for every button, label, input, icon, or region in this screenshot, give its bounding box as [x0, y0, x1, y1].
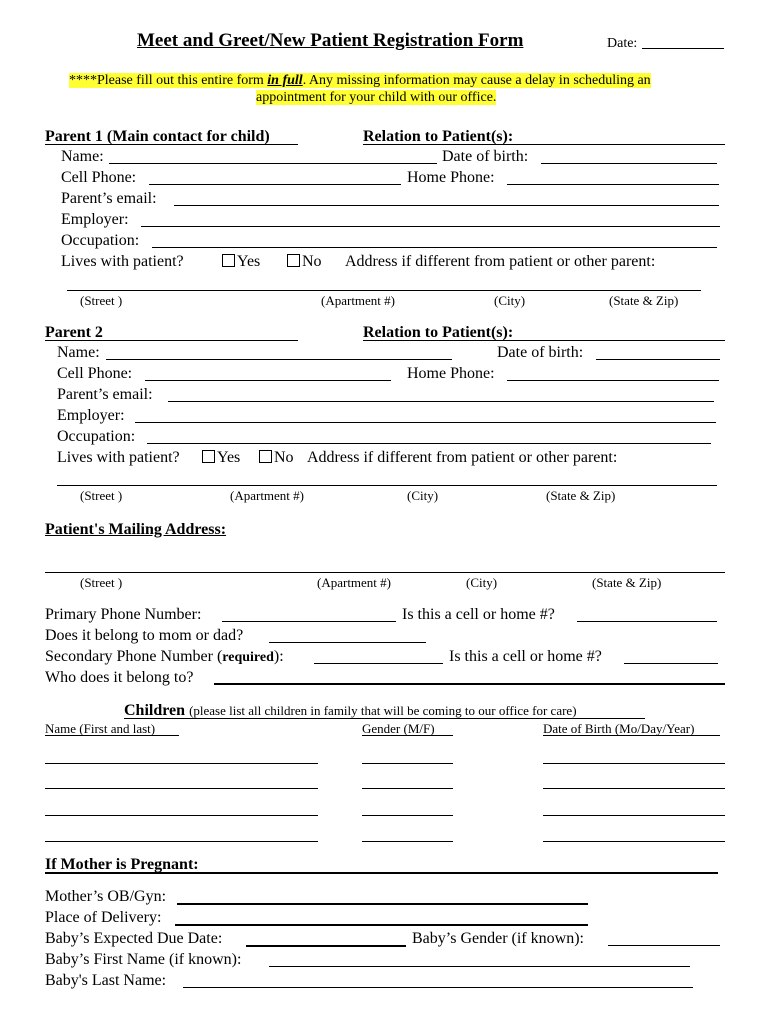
- parent2-cell-field[interactable]: [145, 380, 391, 381]
- child-name-field[interactable]: [45, 763, 318, 764]
- form-title: Meet and Greet/New Patient Registration Form: [137, 30, 524, 51]
- parent1-employer-label: Employer:: [61, 211, 129, 228]
- parent2-home-field[interactable]: [507, 380, 719, 381]
- header-underline: [362, 735, 453, 736]
- parent1-lives-label: Lives with patient?: [61, 253, 184, 270]
- date-field[interactable]: [642, 48, 724, 49]
- primary-phone-field[interactable]: [222, 621, 396, 622]
- heading-underline: [45, 872, 718, 874]
- baby-first-label: Baby’s First Name (if known):: [45, 951, 242, 968]
- heading-underline: [45, 340, 298, 341]
- parent2-employer-field[interactable]: [135, 422, 716, 423]
- parent2-relation-label: Relation to Patient(s):: [363, 324, 514, 341]
- parent2-city-label: (City): [407, 488, 439, 503]
- primary-type-label: Is this a cell or home #?: [402, 606, 555, 623]
- parent2-cell-label: Cell Phone:: [57, 365, 133, 382]
- mailing-state-label: (State & Zip): [592, 575, 662, 590]
- parent1-home-label: Home Phone:: [407, 169, 495, 186]
- notice-line2: appointment for your child with our office.: [256, 90, 497, 105]
- who-field[interactable]: [214, 683, 725, 685]
- child-dob-field[interactable]: [543, 788, 725, 789]
- due-date-field[interactable]: [246, 945, 406, 947]
- parent1-address-diff-label: Address if different from patient or other parent:: [345, 253, 656, 270]
- child-dob-field[interactable]: [543, 841, 725, 842]
- parent2-email-field[interactable]: [168, 401, 714, 402]
- child-dob-field[interactable]: [543, 763, 725, 764]
- parent1-cell-label: Cell Phone:: [61, 169, 137, 186]
- parent1-state-label: (State & Zip): [609, 293, 679, 308]
- parent2-state-label: (State & Zip): [546, 488, 616, 503]
- mailing-city-label: (City): [466, 575, 498, 590]
- children-note: (please list all children in family that will be coming to our office for care): [189, 703, 577, 718]
- who-label: Who does it belong to?: [45, 669, 194, 686]
- pregnant-heading: If Mother is Pregnant:: [45, 856, 199, 873]
- checkbox-icon[interactable]: [222, 254, 235, 267]
- child-name-field[interactable]: [45, 841, 318, 842]
- parent1-city-label: (City): [494, 293, 526, 308]
- parent2-dob-field[interactable]: [596, 359, 720, 360]
- heading-underline: [124, 718, 645, 719]
- parent1-employer-field[interactable]: [141, 226, 720, 227]
- parent2-no-option[interactable]: No: [259, 448, 294, 467]
- parent1-relation-field[interactable]: [363, 144, 725, 145]
- baby-gender-label: Baby’s Gender (if known):: [412, 930, 584, 947]
- heading-underline: [45, 144, 298, 145]
- child-name-field[interactable]: [45, 788, 318, 789]
- delivery-label: Place of Delivery:: [45, 909, 162, 926]
- parent1-no-option[interactable]: No: [287, 252, 322, 271]
- parent1-relation-label: Relation to Patient(s):: [363, 128, 514, 145]
- parent1-occupation-label: Occupation:: [61, 232, 140, 249]
- col-gender-header: Gender (M/F): [362, 721, 435, 736]
- baby-gender-field[interactable]: [608, 945, 720, 946]
- primary-type-field[interactable]: [577, 621, 717, 622]
- header-underline: [543, 735, 720, 736]
- obgyn-field[interactable]: [177, 903, 588, 905]
- parent2-address-diff-label: Address if different from patient or other parent:: [307, 449, 618, 466]
- parent2-apt-label: (Apartment #): [230, 488, 305, 503]
- parent1-email-label: Parent’s email:: [61, 190, 157, 207]
- belong-field[interactable]: [269, 642, 426, 643]
- parent2-name-label: Name:: [57, 344, 100, 361]
- mailing-street-label: (Street ): [80, 575, 123, 590]
- parent2-occupation-field[interactable]: [147, 443, 711, 444]
- child-gender-field[interactable]: [362, 788, 453, 789]
- mailing-address-field[interactable]: [45, 572, 725, 573]
- parent1-name-label: Name:: [61, 148, 104, 165]
- mailing-apt-label: (Apartment #): [317, 575, 392, 590]
- col-dob-header: Date of Birth (Mo/Day/Year): [543, 721, 695, 736]
- col-name-header: Name (First and last): [45, 721, 156, 736]
- parent1-yes-option[interactable]: Yes: [222, 252, 260, 271]
- parent1-home-field[interactable]: [507, 184, 719, 185]
- delivery-field[interactable]: [175, 924, 588, 926]
- child-gender-field[interactable]: [362, 763, 453, 764]
- child-name-field[interactable]: [45, 815, 318, 816]
- parent1-dob-field[interactable]: [541, 163, 717, 164]
- parent2-heading: Parent 2: [45, 324, 103, 341]
- parent2-address-field[interactable]: [57, 485, 717, 486]
- parent2-employer-label: Employer:: [57, 407, 125, 424]
- parent2-relation-field[interactable]: [363, 340, 725, 341]
- parent1-address-field[interactable]: [67, 290, 701, 291]
- parent2-lives-label: Lives with patient?: [57, 449, 180, 466]
- parent1-name-field[interactable]: [109, 163, 437, 164]
- checkbox-icon[interactable]: [202, 450, 215, 463]
- child-gender-field[interactable]: [362, 841, 453, 842]
- parent1-dob-label: Date of birth:: [442, 148, 529, 165]
- primary-phone-label: Primary Phone Number:: [45, 606, 202, 623]
- parent1-cell-field[interactable]: [149, 184, 401, 185]
- baby-last-field[interactable]: [183, 987, 693, 988]
- secondary-type-label: Is this a cell or home #?: [449, 648, 602, 665]
- baby-last-label: Baby's Last Name:: [45, 972, 167, 989]
- mailing-heading: Patient's Mailing Address:: [45, 521, 227, 538]
- date-label: Date:: [607, 36, 638, 51]
- secondary-phone-label: Secondary Phone Number (required):: [45, 648, 284, 665]
- parent2-occupation-label: Occupation:: [57, 428, 136, 445]
- baby-first-field[interactable]: [269, 966, 690, 967]
- checkbox-icon[interactable]: [287, 254, 300, 267]
- parent1-heading: Parent 1 (Main contact for child): [45, 128, 270, 145]
- parent2-dob-label: Date of birth:: [497, 344, 584, 361]
- parent1-occupation-field[interactable]: [152, 247, 717, 248]
- child-dob-field[interactable]: [543, 815, 725, 816]
- parent1-apt-label: (Apartment #): [321, 293, 396, 308]
- parent2-name-field[interactable]: [106, 359, 452, 360]
- header-underline: [45, 735, 179, 736]
- belong-label: Does it belong to mom or dad?: [45, 627, 244, 644]
- obgyn-label: Mother’s OB/Gyn:: [45, 888, 167, 905]
- parent2-yes-option[interactable]: Yes: [202, 448, 240, 467]
- secondary-type-field[interactable]: [624, 663, 718, 664]
- children-heading: Children: [124, 702, 186, 719]
- checkbox-icon[interactable]: [259, 450, 272, 463]
- due-date-label: Baby’s Expected Due Date:: [45, 930, 223, 947]
- child-gender-field[interactable]: [362, 815, 453, 816]
- parent1-email-field[interactable]: [174, 205, 719, 206]
- notice-line1: ****Please fill out this entire form in full. Any missing information may cause a delay in scheduling an: [69, 73, 651, 88]
- parent2-street-label: (Street ): [80, 488, 123, 503]
- secondary-phone-field[interactable]: [314, 663, 443, 664]
- parent1-street-label: (Street ): [80, 293, 123, 308]
- parent2-home-label: Home Phone:: [407, 365, 495, 382]
- parent2-email-label: Parent’s email:: [57, 386, 153, 403]
